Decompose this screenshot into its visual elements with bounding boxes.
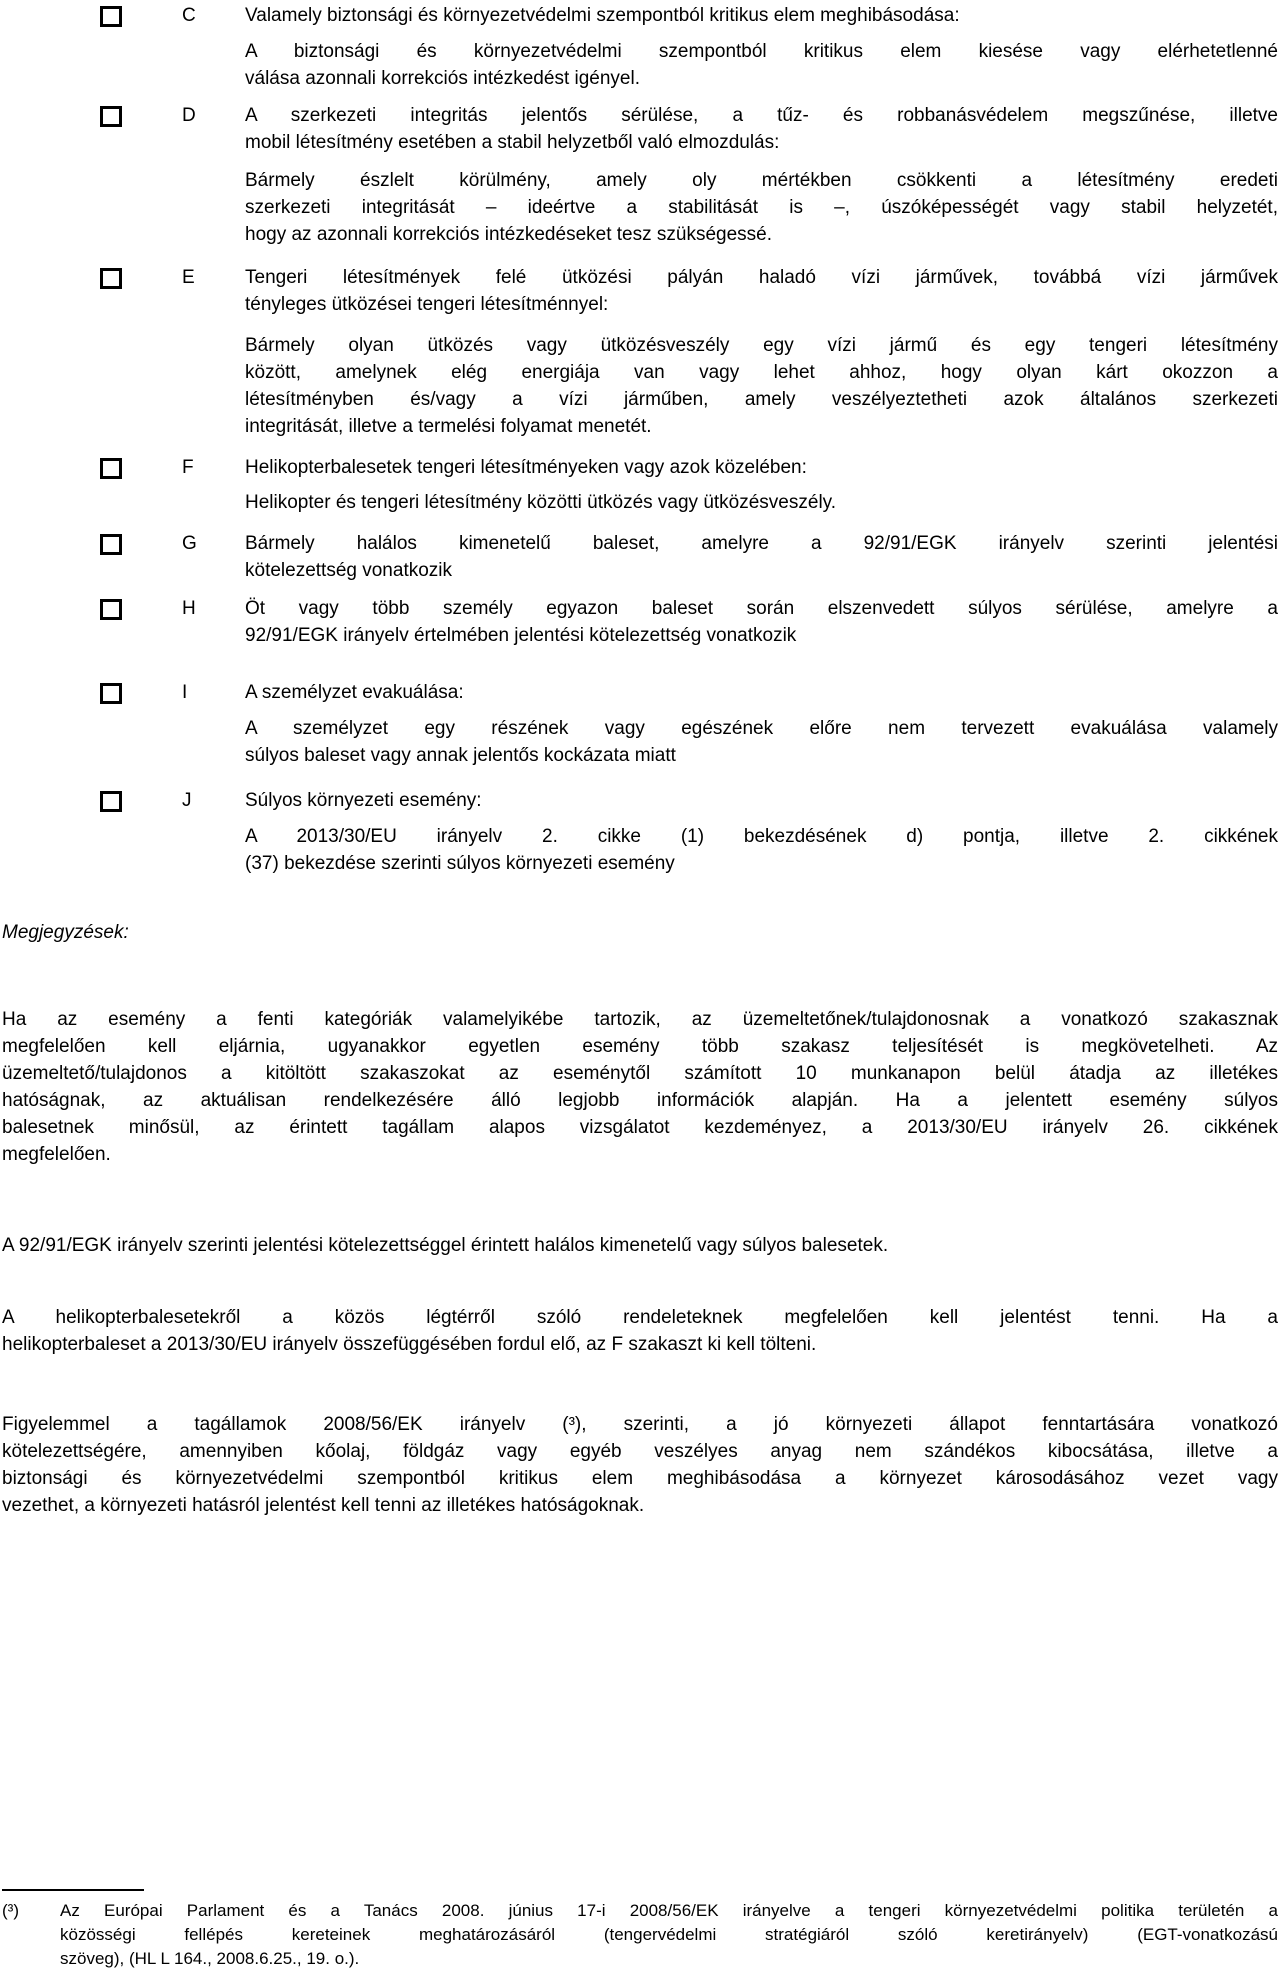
notes-paragraph-4: Figyelemmel a tagállamok 2008/56/EK irányelv (³), szerinti, a jó környezeti állapot fenntartására vonatkozó kötelezettségére, amennyiben kőolaj, földgáz vagy egyéb veszélyes anyag nem szándékos kibocsátása, illetve a biztonsági és környezetvédelmi szempontból kritikus elem meghibásodása a környezet károsodásához vezet vagy vezethet, a környezeti hatásról jelentést kell tenni az illetékes hatóságoknak. [2, 1414, 1278, 1516]
checkbox-d[interactable] [100, 106, 122, 127]
item-heading-h: Öt vagy több személy egyazon baleset során elszenvedett súlyos sérülése, amelyre a 92/91/EGK irányelv értelmében jelentési kötelezettség vonatkozik [245, 598, 1278, 646]
checkbox-e[interactable] [100, 268, 122, 289]
item-heading-g: Bármely halálos kimenetelű baleset, amelyre a 92/91/EGK irányelv szerinti jelentési kötelezettség vonatkozik [245, 533, 1278, 581]
item-heading-c: Valamely biztonsági és környezetvédelmi szempontból kritikus elem meghibásodása: [245, 5, 960, 26]
checklist-item-d [0, 102, 1280, 248]
notes-paragraph-1: Ha az esemény a fenti kategóriák valamelyikébe tartozik, az üzemeltetőnek/tulajdonosnak a vonatkozó szakasznak megfelelően kell eljárnia, ugyanakkor egyetlen esemény több szakasz teljesítését is megkövetelheti. Az üzemeltető/tulajdonos a kitöltött szakaszokat az eseménytől számított 10 munkanapon belül átadja az illetékes hatóságnak, az aktuálisan rendelkezésére álló legjobb információk alapján. Ha a jelentett esemény súlyos balesetnek minősül, az érintett tagállam alapos vizsgálatot kezdeményez, a 2013/30/EU irányelv 26. cikkének megfelelően. [2, 1009, 1278, 1165]
checklist-item-j [0, 787, 1280, 877]
item-heading-e: Tengeri létesítmények felé ütközési pályán haladó vízi járművek, továbbá vízi járművek tényleges ütközései tengeri létesítménnyel: [245, 267, 1278, 315]
checkbox-h[interactable] [100, 599, 122, 620]
item-letter-j: J [182, 790, 192, 811]
item-letter-f: F [182, 457, 194, 478]
checkbox-c[interactable] [100, 6, 122, 27]
checkbox-j[interactable] [100, 791, 122, 812]
item-letter-d: D [182, 105, 196, 126]
notes-paragraph-2: A 92/91/EGK irányelv szerinti jelentési kötelezettséggel érintett halálos kimenetelű vagy súlyos balesetek. [2, 1235, 889, 1256]
item-letter-g: G [182, 533, 197, 554]
item-body-f: Helikopter és tengeri létesítmény közötti ütközés vagy ütközésveszély. [245, 492, 837, 513]
item-letter-e: E [182, 267, 195, 288]
footnote-marker: (³) [2, 1901, 19, 1920]
item-heading-d: A szerkezeti integritás jelentős sérülése, a tűz- és robbanásvédelem megszűnése, illetve mobil létesítmény esetében a stabil helyzetből való elmozdulás: [245, 105, 1278, 153]
item-body-j: A 2013/30/EU irányelv 2. cikke (1) bekezdésének d) pontja, illetve 2. cikkének (37) bekezdése szerinti súlyos környezeti esemény [245, 826, 1278, 874]
checklist-item-e [0, 264, 1280, 440]
notes-label: Megjegyzések: [2, 922, 129, 943]
item-heading-j: Súlyos környezeti esemény: [245, 790, 482, 811]
item-letter-h: H [182, 598, 196, 619]
item-heading-i: A személyzet evakuálása: [245, 682, 464, 703]
checklist-item-g [0, 530, 1280, 584]
footnote-separator [2, 1889, 144, 1891]
checklist-item-i [0, 679, 1280, 769]
checklist-item-h [0, 595, 1280, 649]
checkbox-g[interactable] [100, 534, 122, 555]
footnote [0, 1899, 1280, 1971]
item-body-d: Bármely észlelt körülmény, amely oly mértékben csökkenti a létesítmény eredeti szerkezeti integritását – ideértve a stabilitását is –, úszóképességét vagy stabil helyzetét, hogy az azonnali korrekciós intézkedéseket tesz szükségessé. [245, 170, 1278, 245]
item-body-c: A biztonsági és környezetvédelmi szempontból kritikus elem kiesése vagy elérhetetlenné válása azonnali korrekciós intézkedést igényel. [245, 41, 1278, 89]
checklist-item-f [0, 454, 1280, 516]
item-heading-f: Helikopterbalesetek tengeri létesítményeken vagy azok közelében: [245, 457, 807, 478]
checkbox-f[interactable] [100, 458, 122, 479]
notes-paragraph-3: A helikopterbalesetekről a közös légtérről szóló rendeleteknek megfelelően kell jelentést tenni. Ha a helikopterbaleset a 2013/30/EU irányelv összefüggésében fordul elő, az F szakaszt ki kell tölteni. [2, 1307, 1278, 1355]
checklist-item-c [0, 2, 1280, 92]
item-letter-c: C [182, 5, 196, 26]
footnote-text: Az Európai Parlament és a Tanács 2008. június 17-i 2008/56/EK irányelve a tengeri környezetvédelmi politika területén a közösségi fellépés kereteinek meghatározásáról (tengervédelmi stratégiáról szóló keretirányelv) (EGT-vonatkozású szöveg), (HL L 164., 2008.6.25., 19. o.). [60, 1901, 1278, 1968]
item-body-i: A személyzet egy részének vagy egészének előre nem tervezett evakuálása valamely súlyos baleset vagy annak jelentős kockázata miatt [245, 718, 1278, 766]
item-letter-i: I [182, 682, 188, 703]
checkbox-i[interactable] [100, 683, 122, 704]
item-body-e: Bármely olyan ütközés vagy ütközésveszély egy vízi jármű és egy tengeri létesítmény között, amelynek elég energiája van vagy lehet ahhoz, hogy olyan kárt okozzon a létesítményben és/vagy a vízi járműben, amely veszélyeztetheti azok általános szerkezeti integritását, illetve a termelési folyamat menetét. [245, 335, 1278, 437]
